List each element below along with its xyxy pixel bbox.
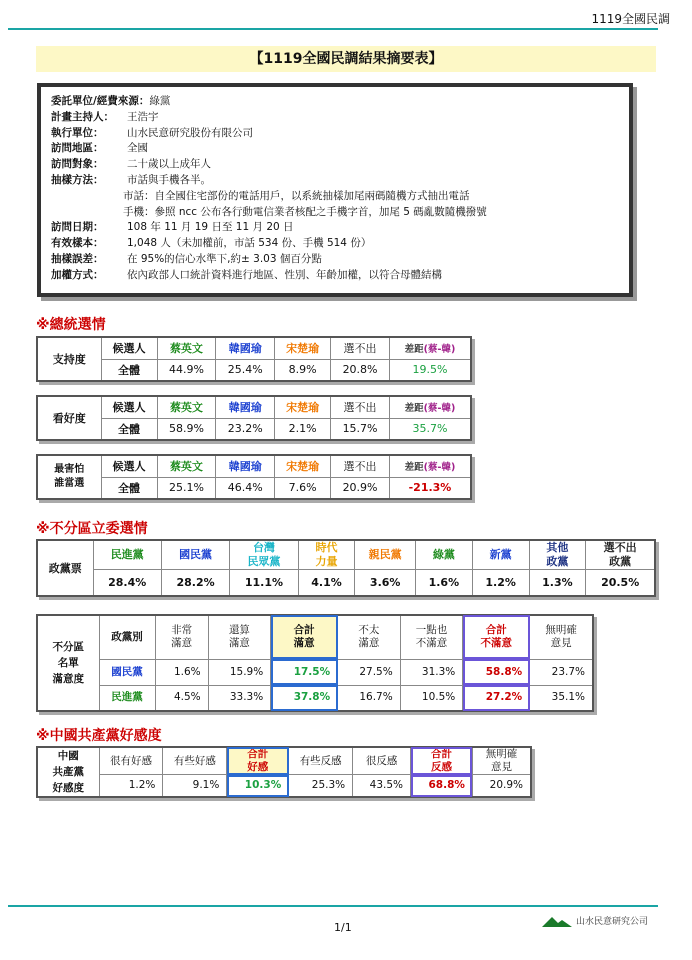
row-label: 最害怕 誰當選 xyxy=(37,455,101,499)
col-header: 合計 不滿意 xyxy=(463,615,530,659)
section-legislative: ※不分區立委選情 xyxy=(36,521,148,537)
gap-header: 差距(蔡-韓) xyxy=(389,396,471,418)
row-all: 全體 xyxy=(101,477,157,499)
value-cell: 58.8% xyxy=(463,659,530,685)
party-name: 新黨 xyxy=(472,540,529,570)
support-table xyxy=(36,336,472,382)
value-cell: 25.3% xyxy=(289,775,353,797)
party-name: 國民黨 xyxy=(161,540,229,570)
party-name: 台灣 民眾黨 xyxy=(230,540,298,570)
value-cell: 35.1% xyxy=(530,685,593,711)
sampling-line: 市話：自全國住宅部份的電話用戶，以系統抽樣加尾兩碼隨機方式抽出電話 xyxy=(123,189,470,202)
value-cell: 46.4% xyxy=(216,477,275,499)
party-name: 民進黨 xyxy=(93,540,161,570)
mountain-icon xyxy=(542,914,572,928)
gap-header: 差距(蔡-韓) xyxy=(389,337,471,359)
col-header: 無明確 意見 xyxy=(530,615,593,659)
info-row: 訪問地區： 全國 xyxy=(51,142,148,155)
candidate-soong: 宋楚瑜 xyxy=(275,455,331,477)
party-name: 民進黨 xyxy=(99,685,155,711)
row-label: 中國 共產黨 好感度 xyxy=(37,747,99,797)
party-value: 1.3% xyxy=(529,570,586,596)
row-label: 不分區 名單 滿意度 xyxy=(37,615,99,711)
value-cell: 9.1% xyxy=(163,775,227,797)
col-header: 無明確 意見 xyxy=(472,747,531,775)
candidate-undecided: 選不出 xyxy=(331,455,390,477)
footer-rule xyxy=(8,905,658,907)
value-cell: 1.2% xyxy=(99,775,163,797)
party-name: 其他 政黨 xyxy=(529,540,586,570)
row-label: 看好度 xyxy=(37,396,101,440)
value-cell: 58.9% xyxy=(157,418,216,440)
info-row: 有效樣本： 1,048 人（未加權前，市話 534 份、手機 514 份） xyxy=(51,237,372,250)
party-value: 20.5% xyxy=(586,570,655,596)
candidate-undecided: 選不出 xyxy=(331,337,390,359)
party-name: 親民黨 xyxy=(355,540,416,570)
value-cell: 7.6% xyxy=(275,477,331,499)
gap-value: 19.5% xyxy=(389,359,471,381)
candidate-soong: 宋楚瑜 xyxy=(275,337,331,359)
party-vote-table xyxy=(36,539,656,597)
value-cell: 25.4% xyxy=(216,359,275,381)
candidate-han: 韓國瑜 xyxy=(216,396,275,418)
value-cell: 25.1% xyxy=(157,477,216,499)
party-name: 選不出 政黨 xyxy=(586,540,655,570)
candidate-tsai: 蔡英文 xyxy=(157,455,216,477)
value-cell: 15.7% xyxy=(331,418,390,440)
col-header: 很有好感 xyxy=(99,747,163,775)
party-value: 1.2% xyxy=(472,570,529,596)
value-cell: 10.3% xyxy=(227,775,289,797)
col-header: 合計 滿意 xyxy=(271,615,338,659)
info-row: 計畫主持人： 王浩宇 xyxy=(51,110,159,123)
page-number: 1/1 xyxy=(334,921,352,934)
row-label: 政黨票 xyxy=(37,540,93,596)
value-cell: 2.1% xyxy=(275,418,331,440)
value-cell: 37.8% xyxy=(271,685,338,711)
info-row: 委託單位/經費來源： 綠黨 xyxy=(51,95,171,107)
info-row: 執行單位： 山水民意研究股份有限公司 xyxy=(51,126,253,139)
col-header: 一點也 不滿意 xyxy=(400,615,463,659)
value-cell: 20.9% xyxy=(472,775,531,797)
value-cell: 16.7% xyxy=(338,685,401,711)
company-logo xyxy=(542,912,654,932)
col-header: 合計 反感 xyxy=(411,747,473,775)
value-cell: 68.8% xyxy=(411,775,473,797)
section-ccp: ※中國共產黨好感度 xyxy=(36,728,162,744)
value-cell: 20.8% xyxy=(331,359,390,381)
sampling-line: 手機：參照 ncc 公布各行動電信業者核配之手機字首，加尾 5 碼亂數隨機撥號 xyxy=(123,205,487,218)
party-name: 國民黨 xyxy=(99,659,155,685)
row-label: 支持度 xyxy=(37,337,101,381)
party-name: 時代 力量 xyxy=(298,540,355,570)
candidate-tsai: 蔡英文 xyxy=(157,337,216,359)
page-header xyxy=(0,0,692,30)
col-header: 政黨別 xyxy=(99,615,155,659)
party-value: 11.1% xyxy=(230,570,298,596)
party-value: 28.2% xyxy=(161,570,229,596)
gap-header: 差距(蔡-韓) xyxy=(389,455,471,477)
info-row: 加權方式： 依內政部人口統計資料進行地區、性別、年齡加權，以符合母體結構 xyxy=(51,268,442,281)
gap-value: -21.3% xyxy=(389,477,471,499)
col-header: 很反感 xyxy=(353,747,411,775)
col-header: 候選人 xyxy=(101,455,157,477)
survey-info-box xyxy=(37,83,633,297)
col-header: 合計 好感 xyxy=(227,747,289,775)
value-cell: 20.9% xyxy=(331,477,390,499)
ccp-favorability-table xyxy=(36,746,532,798)
party-value: 4.1% xyxy=(298,570,355,596)
value-cell: 43.5% xyxy=(353,775,411,797)
row-all: 全體 xyxy=(101,359,157,381)
col-header: 還算 滿意 xyxy=(208,615,271,659)
company-name: 山水民意研究公司 xyxy=(576,917,649,927)
value-cell: 17.5% xyxy=(271,659,338,685)
candidate-soong: 宋楚瑜 xyxy=(275,396,331,418)
value-cell: 31.3% xyxy=(400,659,463,685)
value-cell: 1.6% xyxy=(155,659,208,685)
col-header: 有些好感 xyxy=(163,747,227,775)
outlook-table xyxy=(36,395,472,441)
info-row: 抽樣誤差： 在 95%的信心水準下,約± 3.03 個百分點 xyxy=(51,252,322,265)
value-cell: 4.5% xyxy=(155,685,208,711)
value-cell: 15.9% xyxy=(208,659,271,685)
value-cell: 8.9% xyxy=(275,359,331,381)
fear-table xyxy=(36,454,472,500)
party-name: 綠黨 xyxy=(415,540,472,570)
value-cell: 27.5% xyxy=(338,659,401,685)
section-presidential: ※總統選情 xyxy=(36,317,106,333)
info-row: 訪問日期： 108 年 11 月 19 日至 11 月 20 日 xyxy=(51,221,294,234)
candidate-han: 韓國瑜 xyxy=(216,455,275,477)
party-value: 1.6% xyxy=(415,570,472,596)
candidate-han: 韓國瑜 xyxy=(216,337,275,359)
gap-value: 35.7% xyxy=(389,418,471,440)
row-all: 全體 xyxy=(101,418,157,440)
candidate-undecided: 選不出 xyxy=(331,396,390,418)
candidate-tsai: 蔡英文 xyxy=(157,396,216,418)
value-cell: 33.3% xyxy=(208,685,271,711)
col-header: 不太 滿意 xyxy=(338,615,401,659)
page-title: 【1119全國民調結果摘要表】 xyxy=(36,46,656,72)
value-cell: 10.5% xyxy=(400,685,463,711)
info-row: 抽樣方法： 市話與手機各半。 xyxy=(51,173,211,186)
value-cell: 23.2% xyxy=(216,418,275,440)
satisfaction-table xyxy=(36,614,594,712)
value-cell: 23.7% xyxy=(530,659,593,685)
info-row: 訪問對象： 二十歲以上成年人 xyxy=(51,158,211,171)
header-rule xyxy=(8,28,658,30)
col-header: 有些反感 xyxy=(289,747,353,775)
col-header: 候選人 xyxy=(101,337,157,359)
col-header: 候選人 xyxy=(101,396,157,418)
party-value: 3.6% xyxy=(355,570,416,596)
value-cell: 44.9% xyxy=(157,359,216,381)
party-value: 28.4% xyxy=(93,570,161,596)
value-cell: 27.2% xyxy=(463,685,530,711)
col-header: 非常 滿意 xyxy=(155,615,208,659)
doc-label: 1119全國民調 xyxy=(591,12,670,26)
